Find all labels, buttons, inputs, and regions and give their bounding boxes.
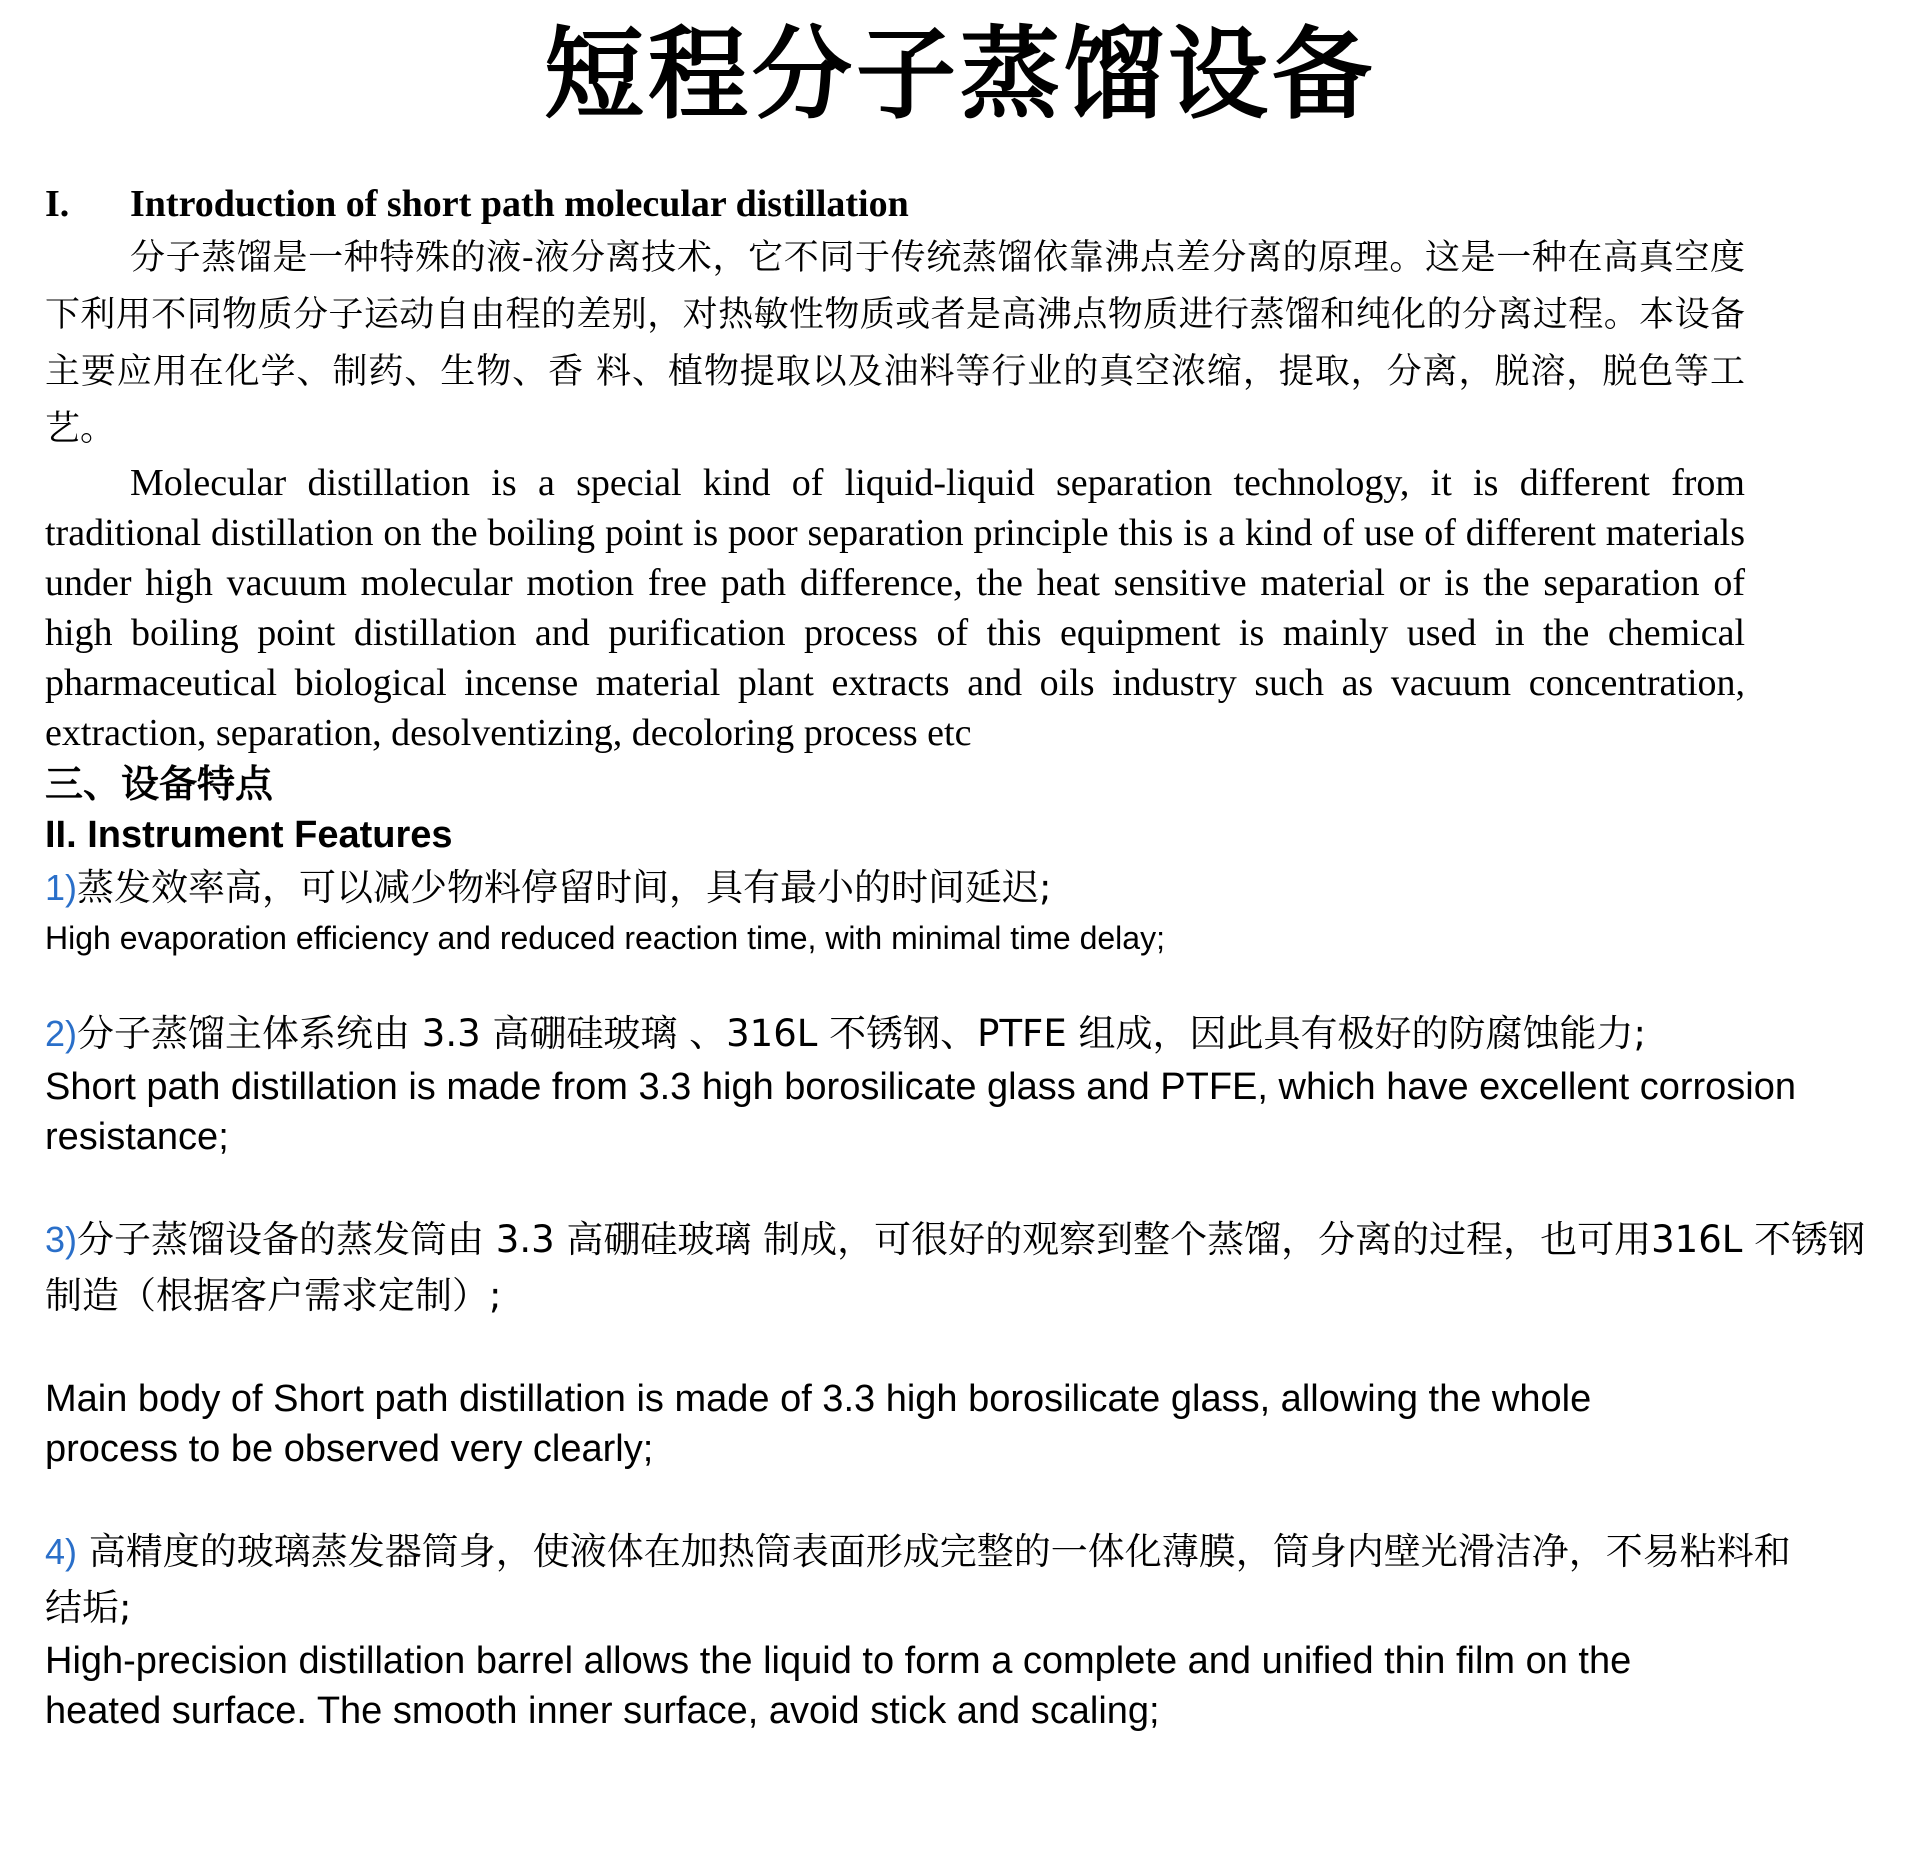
feature-text-zh: 分子蒸馏设备的蒸发筒由 3.3 高硼硅玻璃 制成，可很好的观察到整个蒸馏，分离的过程，也可用316L 不锈钢制造（根据客户需求定制）; bbox=[45, 1218, 1866, 1317]
feature-number: 4) bbox=[45, 1531, 78, 1572]
feature-text-en: High evaporation efficiency and reduced reaction time, with minimal time delay; bbox=[45, 920, 1165, 956]
feature-text-en: Short path distillation is made from 3.3 high borosilicate glass and PTFE, which have excellent corrosion resistance; bbox=[45, 1066, 1796, 1158]
feature-text-en: Main body of Short path distillation is made of 3.3 high borosilicate glass, allowing the whole process to be observed very clearly; bbox=[45, 1378, 1592, 1470]
feature-text-zh: 分子蒸馏主体系统由 3.3 高硼硅玻璃 、316L 不锈钢、PTFE 组成，因此具有极好的防腐蚀能力; bbox=[77, 1012, 1646, 1055]
feature-text-en: High-precision distillation barrel allows the liquid to form a complete and unified thin film on the heated surface. The smooth inner surface, avoid stick and scaling; bbox=[45, 1640, 1632, 1732]
section-1-title: Introduction of short path molecular distillation bbox=[130, 183, 909, 225]
features-heading-en: II. Instrument Features bbox=[45, 814, 453, 856]
feature-item bbox=[45, 860, 1745, 960]
section-1-number: I. bbox=[45, 183, 70, 225]
feature-item bbox=[45, 1006, 1796, 1162]
feature-item bbox=[45, 1212, 1866, 1474]
document-body bbox=[45, 178, 1866, 1736]
feature-number: 2) bbox=[45, 1013, 78, 1054]
feature-number: 3) bbox=[45, 1219, 78, 1260]
features-heading-zh: 三、设备特点 bbox=[45, 762, 274, 806]
feature-text-zh: 蒸发效率高，可以减少物料停留时间，具有最小的时间延迟; bbox=[77, 866, 1052, 909]
feature-item bbox=[45, 1524, 1791, 1736]
intro-paragraph-en: Molecular distillation is a special kind of liquid-liquid separation technology, it is different from traditional distillation on the boiling point is poor separation principle this is a kind of use of different materials under high vacuum molecular motion free path difference, the heat sensitive material or is the separation of high boiling point distillation and purification process of this equipment is mainly used in the chemical pharmaceutical biological incense material plant extracts and oils industry such as vacuum concentration, extraction, separation, desolventizing, decoloring process etc bbox=[45, 462, 1745, 754]
page-title: 短程分子蒸馏设备 bbox=[544, 16, 1376, 133]
section-1-heading bbox=[45, 178, 1745, 230]
feature-text-zh: 高精度的玻璃蒸发器筒身，使液体在加热筒表面形成完整的一体化薄膜，筒身内壁光滑洁净，不易粘料和结垢; bbox=[45, 1530, 1791, 1629]
feature-number: 1) bbox=[45, 867, 78, 908]
intro-paragraph-zh: 分子蒸馏是一种特殊的液-液分离技术，它不同于传统蒸馏依靠沸点差分离的原理。这是一种在高真空度下利用不同物质分子运动自由程的差别，对热敏性物质或者是高沸点物质进行蒸馏和纯化的分离过程。本设备主要应用在化学、制药、生物、香 料、植物提取以及油料等行业的真空浓缩，提取，分离，脱溶，脱色等工艺。 bbox=[45, 238, 1745, 449]
